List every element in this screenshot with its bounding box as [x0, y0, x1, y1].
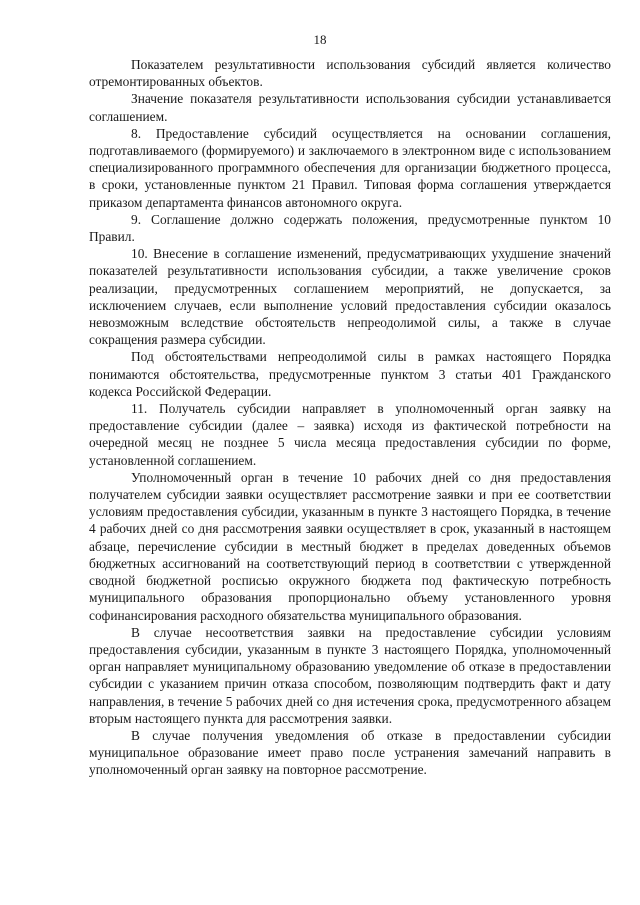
paragraph-item-10: 10. Внесение в соглашение изменений, предусматривающих ухудшение значений показателей результативности использования субсидии, а также увеличение сроков реализации, предусмотренных соглашением мероприятий, не допускается, за исключением случаев, если выполнение условий предоставления субсидии оказалось невозможным вследствие обстоятельств непреодолимой силы, а также в случае сокращения размера субсидии. — [89, 246, 611, 348]
page-number: 18 — [313, 32, 327, 47]
paragraph-application-review: Уполномоченный орган в течение 10 рабочих дней со дня предоставления получателем субсидии заявки осуществляет рассмотрение заявки и при ее соответствии условиям предоставления субсидии, указанным в пункте 3 настоящего Порядка, в течение 4 рабочих дней со дня рассмотрения заявки осуществляет в срок, указанный в настоящем абзаце, перечисление субсидии в местный бюджет в пределах доведенных объемов бюджетных ассигнований на соответствующий период в соответствии с утвержденной сводной бюджетной росписью окружного бюджета под фактическую потребность муниципального образования пропорционально объему установленного уровня софинансирования расходного обязательства муниципального образования. — [89, 469, 611, 623]
paragraph-indicator-value: Значение показателя результативности использования субсидии устанавливается соглашением. — [89, 91, 611, 124]
paragraph-item-8: 8. Предоставление субсидий осуществляется на основании соглашения, подготавливаемого (формируемого) и заключаемого в электронном виде с использованием специализированного программного обеспечения для организации бюджетного процесса, в сроки, установленные пунктом 21 Правил. Типовая форма соглашения утверждается приказом департамента финансов автономного округа. — [89, 125, 611, 210]
paragraph-refusal-notice: В случае получения уведомления об отказе в предоставлении субсидии муниципальное образование имеет право после устранения замечаний направить в уполномоченный орган заявку на повторное рассмотрение. — [89, 727, 611, 778]
paragraph-force-majeure: Под обстоятельствами непреодолимой силы в рамках настоящего Порядка понимаются обстоятельства, предусмотренные пунктом 3 статьи 401 Гражданского кодекса Российской Федерации. — [89, 349, 611, 399]
paragraph-effectiveness-indicator: Показателем результативности использования субсидий является количество отремонтированных объектов. — [89, 57, 611, 90]
document-body — [89, 56, 611, 779]
paragraph-application-mismatch: В случае несоответствия заявки на предоставление субсидии условиям предоставления субсидии, указанным в пункте 3 настоящего Порядка, уполномоченный орган направляет муниципальному образованию уведомление об отказе в предоставлении субсидии с указанием причин отказа способом, позволяющим подтвердить факт и дату направления, в течение 5 рабочих дней со дня истечения срока, предусмотренного абзацем вторым настоящего пункта для рассмотрения заявки. — [89, 624, 611, 726]
paragraph-item-9: 9. Соглашение должно содержать положения, предусмотренные пунктом 10 Правил. — [89, 211, 611, 245]
paragraph-item-11: 11. Получатель субсидии направляет в уполномоченный орган заявку на предоставление субсидии (далее – заявка) исходя из фактической потребности на очередной месяц не позднее 5 числа месяца предоставления субсидии по форме, установленной соглашением. — [89, 401, 611, 468]
